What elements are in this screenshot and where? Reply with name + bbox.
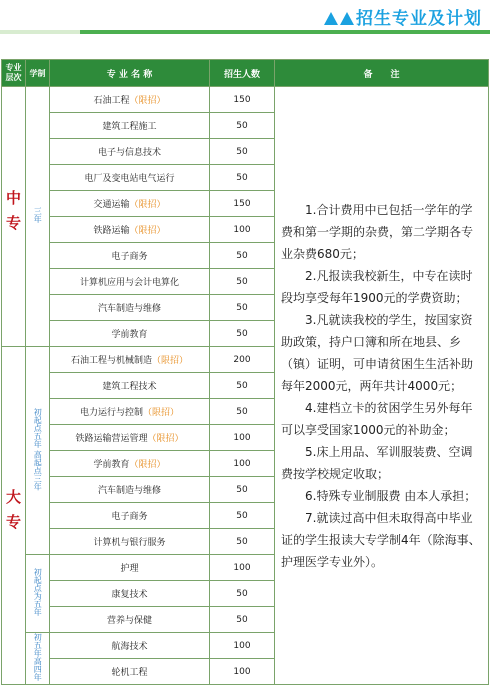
enrollment-count: 100 xyxy=(210,659,275,685)
specialty-name: 电子商务 xyxy=(50,503,210,529)
remark-item: 4.建档立卡的贫困学生另外每年可以享受国家1000元的补助金； xyxy=(281,400,473,437)
specialty-name: 电力运行与控制（限招） xyxy=(50,399,210,425)
remark-item: 3.凡就读我校的学生，按国家资助政策，持户口簿和所在地县、乡（镇）证明，可申请贫困生生活补助每年2000元，两年共计4000元； xyxy=(281,312,474,393)
triangle-icon xyxy=(324,12,338,25)
limit-tag: （限招） xyxy=(129,460,166,470)
specialty-name: 电厂及变电站电气运行 xyxy=(50,165,210,191)
specialty-name: 护理 xyxy=(50,555,210,581)
limit-tag: （限招） xyxy=(143,408,180,418)
remark-item: 5.床上用品、军训服装费、空调费按学校规定收取； xyxy=(281,444,473,481)
specialty-name: 建筑工程技术 xyxy=(50,373,210,399)
system-cell: 初五年高四年 xyxy=(26,633,50,685)
enrollment-count: 200 xyxy=(210,347,275,373)
col-header-count: 招生人数 xyxy=(210,60,275,87)
col-header-level: 专业层次 xyxy=(2,60,26,87)
enrollment-count: 50 xyxy=(210,581,275,607)
specialty-name: 铁路运输营运管理（限招） xyxy=(50,425,210,451)
enrollment-count: 100 xyxy=(210,425,275,451)
specialty-name: 电子与信息技术 xyxy=(50,139,210,165)
enrollment-count: 150 xyxy=(210,87,275,113)
enrollment-count: 50 xyxy=(210,113,275,139)
system-cell: 三年 xyxy=(26,87,50,347)
enrollment-count: 50 xyxy=(210,529,275,555)
specialty-name: 铁路运输（限招） xyxy=(50,217,210,243)
enrollment-count: 50 xyxy=(210,477,275,503)
enrollment-count: 50 xyxy=(210,373,275,399)
specialty-name: 学前教育 xyxy=(50,321,210,347)
remarks-cell xyxy=(275,87,489,685)
enrollment-count: 100 xyxy=(210,633,275,659)
remark-item: 1.合计费用中已包括一学年的学费和第一学期的杂费，第二学期各专业杂费680元； xyxy=(281,202,474,261)
triangle-icon xyxy=(340,12,354,25)
level-zhongzhuan: 中专 xyxy=(2,87,26,347)
specialty-name: 航海技术 xyxy=(50,633,210,659)
remark-item: 7.就读过高中但未取得高中毕业证的学生报读大专学制4年（除海事、护理医学专业外）。 xyxy=(281,510,481,569)
specialty-name: 石油工程与机械制造（限招） xyxy=(50,347,210,373)
specialty-name: 学前教育（限招） xyxy=(50,451,210,477)
col-header-remarks: 备 注 xyxy=(275,60,489,87)
enrollment-count: 100 xyxy=(210,555,275,581)
limit-tag: （限招） xyxy=(129,200,166,210)
specialty-name: 营养与保健 xyxy=(50,607,210,633)
enrollment-count: 50 xyxy=(210,165,275,191)
remark-item: 6.特殊专业制服费 由本人承担； xyxy=(305,488,477,503)
enrollment-count: 50 xyxy=(210,243,275,269)
specialty-name: 汽车制造与维修 xyxy=(50,477,210,503)
enrollment-count: 50 xyxy=(210,269,275,295)
system-cell: 初起点为五年 xyxy=(26,555,50,633)
limit-tag: （限招） xyxy=(152,356,189,366)
enrollment-count: 150 xyxy=(210,191,275,217)
enrollment-count: 50 xyxy=(210,295,275,321)
col-header-specialty: 专 业 名 称 xyxy=(50,60,210,87)
level-dazhuan: 大专 xyxy=(2,347,26,685)
table-row xyxy=(2,87,489,113)
table-header-row xyxy=(2,60,489,87)
enrollment-count: 50 xyxy=(210,399,275,425)
specialty-name: 交通运输（限招） xyxy=(50,191,210,217)
limit-tag: （限招） xyxy=(129,96,166,106)
remark-item: 2.凡报读我校新生，中专在读时段均享受每年1900元的学费资助； xyxy=(281,268,473,305)
specialty-name: 汽车制造与维修 xyxy=(50,295,210,321)
enrollment-table xyxy=(1,59,489,685)
enrollment-count: 50 xyxy=(210,321,275,347)
specialty-name: 石油工程（限招） xyxy=(50,87,210,113)
page-title: 招生专业及计划 xyxy=(324,4,482,29)
page-header xyxy=(0,0,490,52)
enrollment-count: 50 xyxy=(210,139,275,165)
limit-tag: （限招） xyxy=(129,226,166,236)
header-accent-bar xyxy=(80,30,490,34)
specialty-name: 康复技术 xyxy=(50,581,210,607)
specialty-name: 计算机应用与会计电算化 xyxy=(50,269,210,295)
specialty-name: 建筑工程施工 xyxy=(50,113,210,139)
enrollment-count: 50 xyxy=(210,503,275,529)
limit-tag: （限招） xyxy=(147,434,184,444)
specialty-name: 轮机工程 xyxy=(50,659,210,685)
enrollment-count: 100 xyxy=(210,217,275,243)
specialty-name: 电子商务 xyxy=(50,243,210,269)
col-header-system: 学制 xyxy=(26,60,50,87)
system-cell: 初起点五年 高起点三年 xyxy=(26,347,50,555)
specialty-name: 计算机与银行服务 xyxy=(50,529,210,555)
enrollment-count: 100 xyxy=(210,451,275,477)
enrollment-count: 50 xyxy=(210,607,275,633)
